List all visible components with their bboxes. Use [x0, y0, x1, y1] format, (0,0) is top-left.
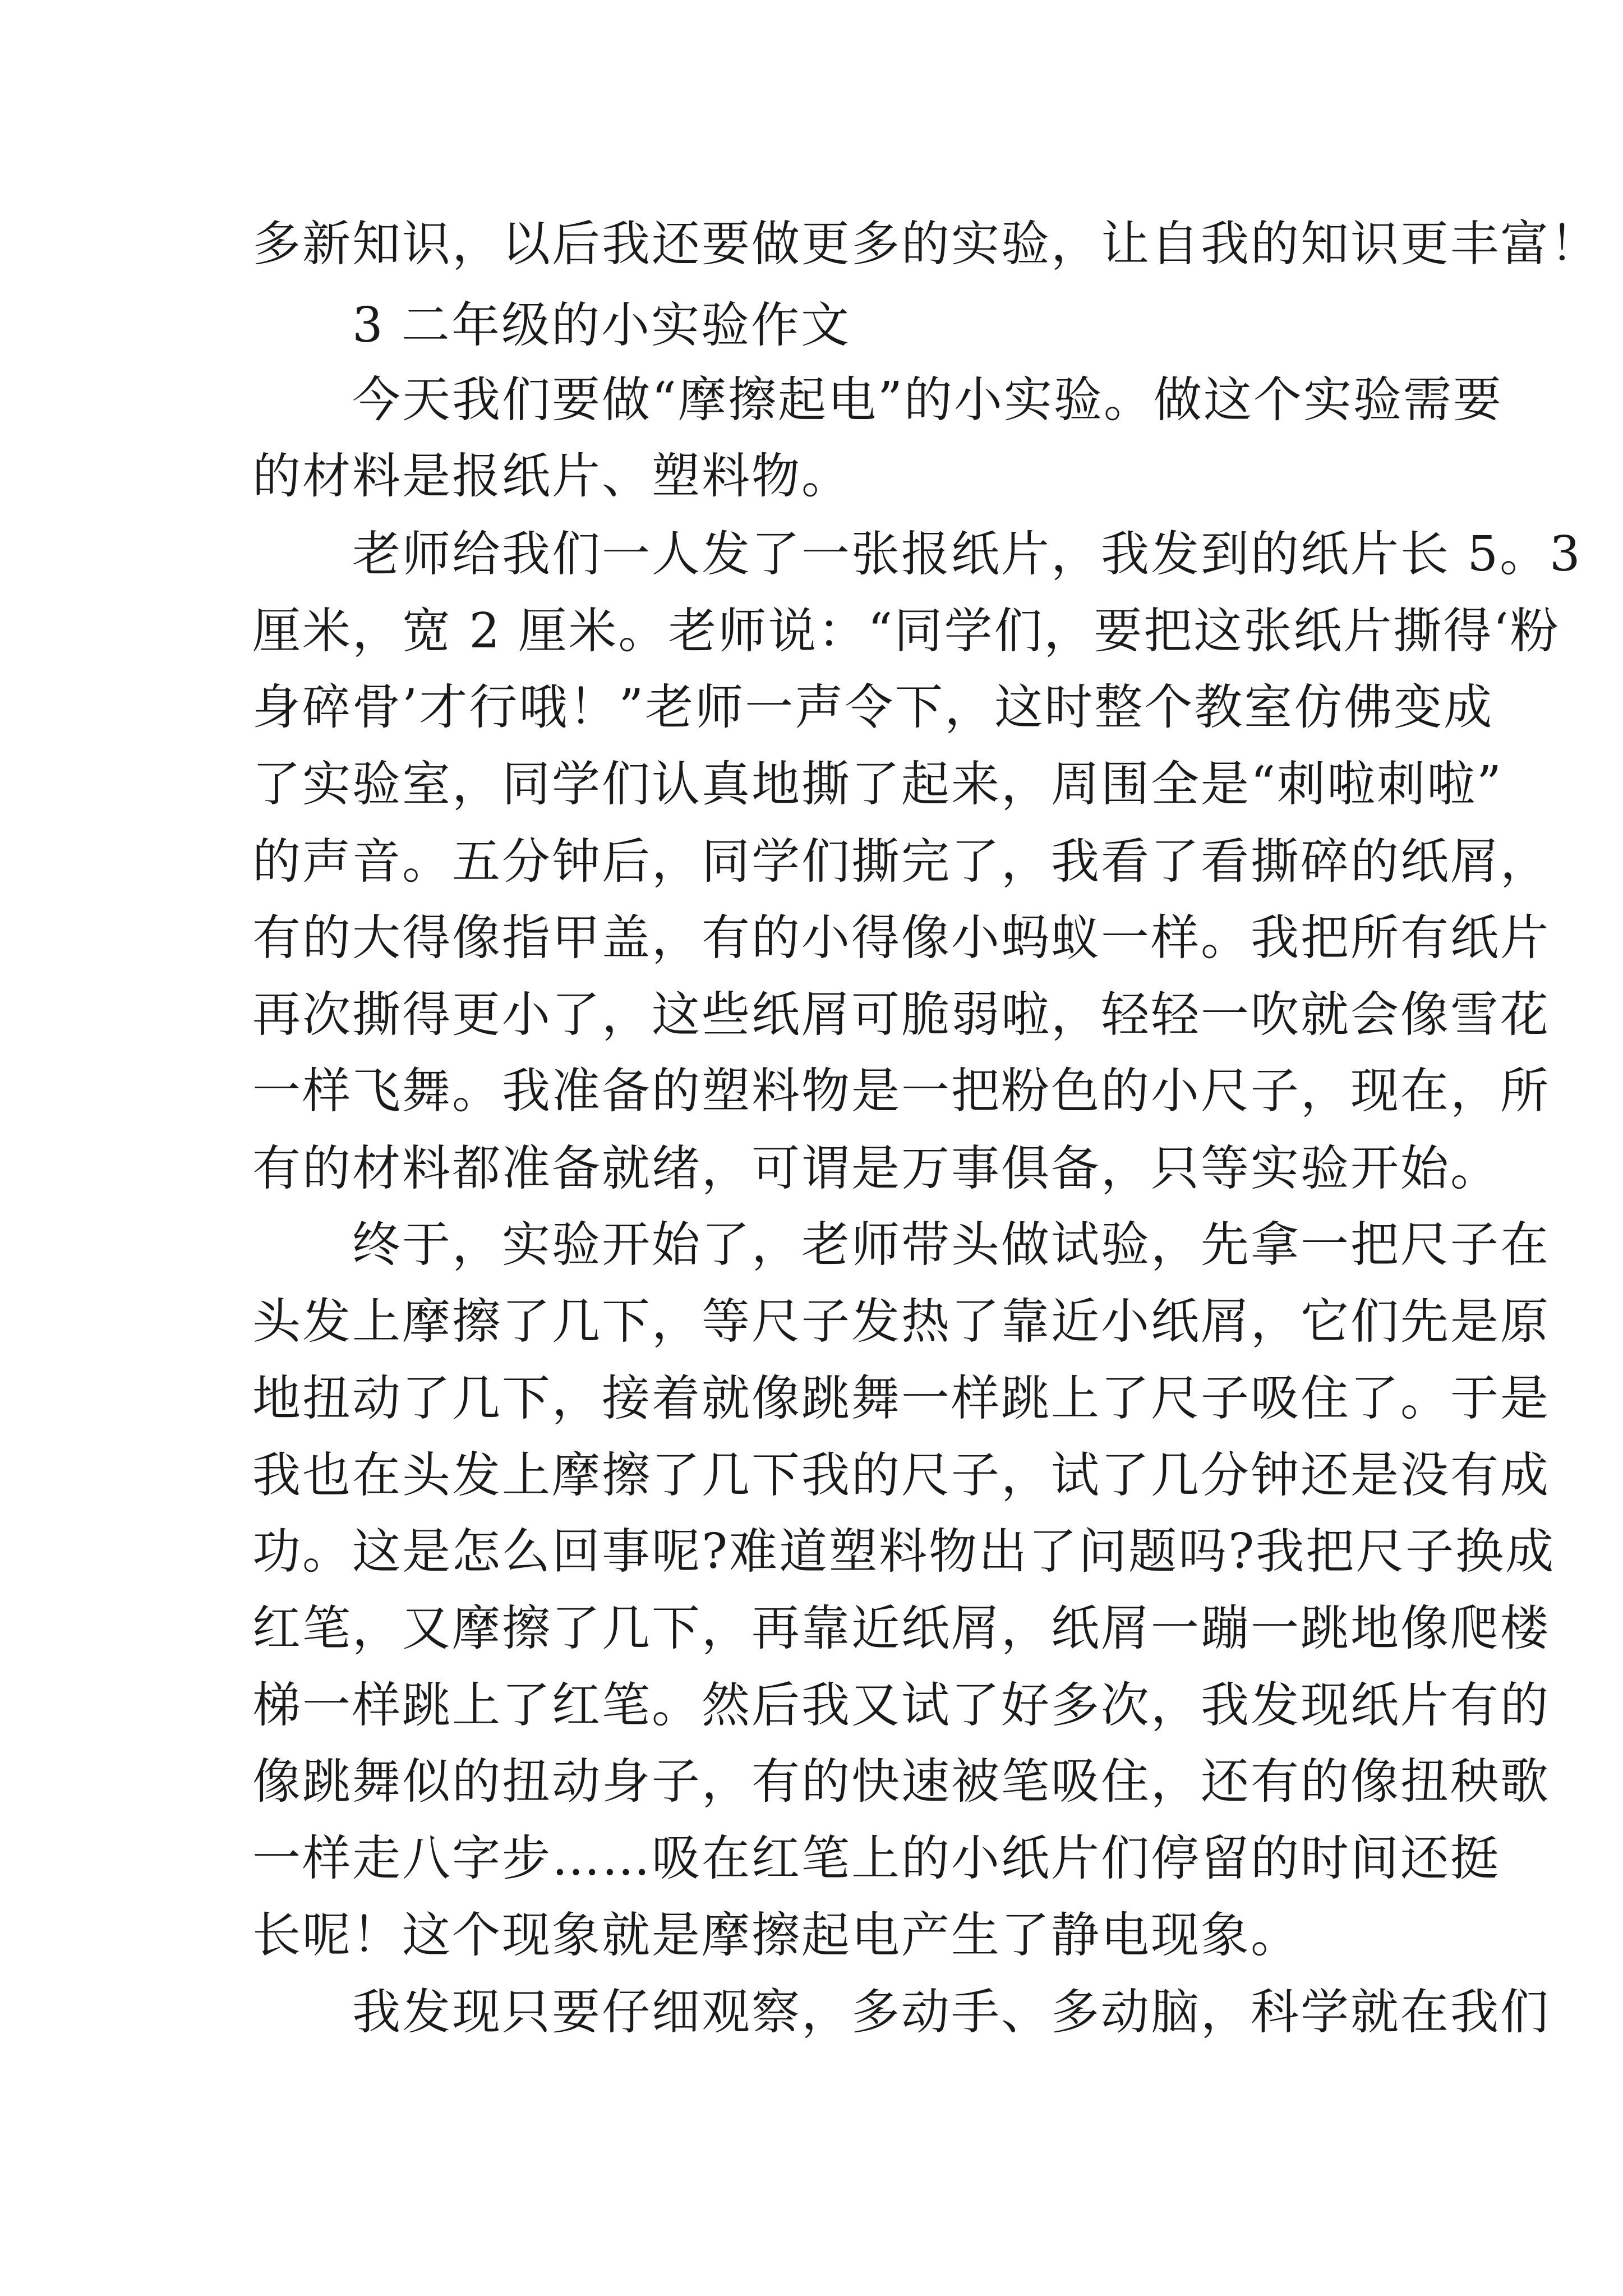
text-line: 多新知识，以后我还要做更多的实验，让自我的知识更丰富！ [252, 216, 1600, 272]
text-line: 头发上摩擦了几下，等尺子发热了靠近小纸屑，它们先是原 [252, 1294, 1550, 1350]
text-line: 厘米，宽 2 厘米。老师说：“同学们，要把这张纸片撕得‘粉 [252, 603, 1560, 659]
text-line: 有的大得像指甲盖，有的小得像小蚂蚁一样。我把所有纸片 [252, 910, 1550, 966]
text-line: 有的材料都准备就绪，可谓是万事俱备，只等实验开始。 [252, 1140, 1500, 1197]
text-line: 红笔，又摩擦了几下，再靠近纸屑，纸屑一蹦一跳地像爬楼 [252, 1600, 1550, 1657]
text-line: 功。这是怎么回事呢?难道塑料物出了问题吗?我把尺子换成 [252, 1524, 1556, 1580]
text-line: 的材料是报纸片、塑料物。 [252, 448, 851, 504]
text-line: 一样走八字步……吸在红笔上的小纸片们停留的时间还挺 [252, 1830, 1500, 1887]
text-line: 我发现只要仔细观察，多动手、多动脑，科学就在我们 [252, 1984, 1550, 2040]
text-line: 终于，实验开始了，老师带头做试验，先拿一把尺子在 [252, 1217, 1550, 1273]
text-line: 了实验室，同学们认真地撕了起来，周围全是“刺啦刺啦” [252, 756, 1503, 812]
text-line: 的声音。五分钟后，同学们撕完了，我看了看撕碎的纸屑， [252, 834, 1550, 890]
text-line: 像跳舞似的扭动身子，有的快速被笔吸住，还有的像扭秧歌 [252, 1754, 1550, 1810]
text-line: 再次撕得更小了，这些纸屑可脆弱啦，轻轻一吹就会像雪花 [252, 987, 1550, 1043]
text-line: 身碎骨’才行哦！”老师一声令下，这时整个教室仿佛变成 [252, 679, 1494, 735]
text-line: 地扭动了几下，接着就像跳舞一样跳上了尺子吸住了。于是 [252, 1370, 1550, 1427]
text-line: 老师给我们一人发了一张报纸片，我发到的纸片长 5。3 [252, 526, 1582, 582]
text-line: 长呢！这个现象就是摩擦起电产生了静电现象。 [252, 1907, 1301, 1963]
text-line: 我也在头发上摩擦了几下我的尺子，试了几分钟还是没有成 [252, 1447, 1550, 1503]
text-line: 今天我们要做“摩擦起电”的小实验。做这个实验需要 [252, 372, 1503, 428]
text-line: 梯一样跳上了红笔。然后我又试了好多次，我发现纸片有的 [252, 1677, 1550, 1733]
section-heading: 3 二年级的小实验作文 [252, 297, 851, 353]
text-line: 一样飞舞。我准备的塑料物是一把粉色的小尺子，现在，所 [252, 1063, 1550, 1119]
